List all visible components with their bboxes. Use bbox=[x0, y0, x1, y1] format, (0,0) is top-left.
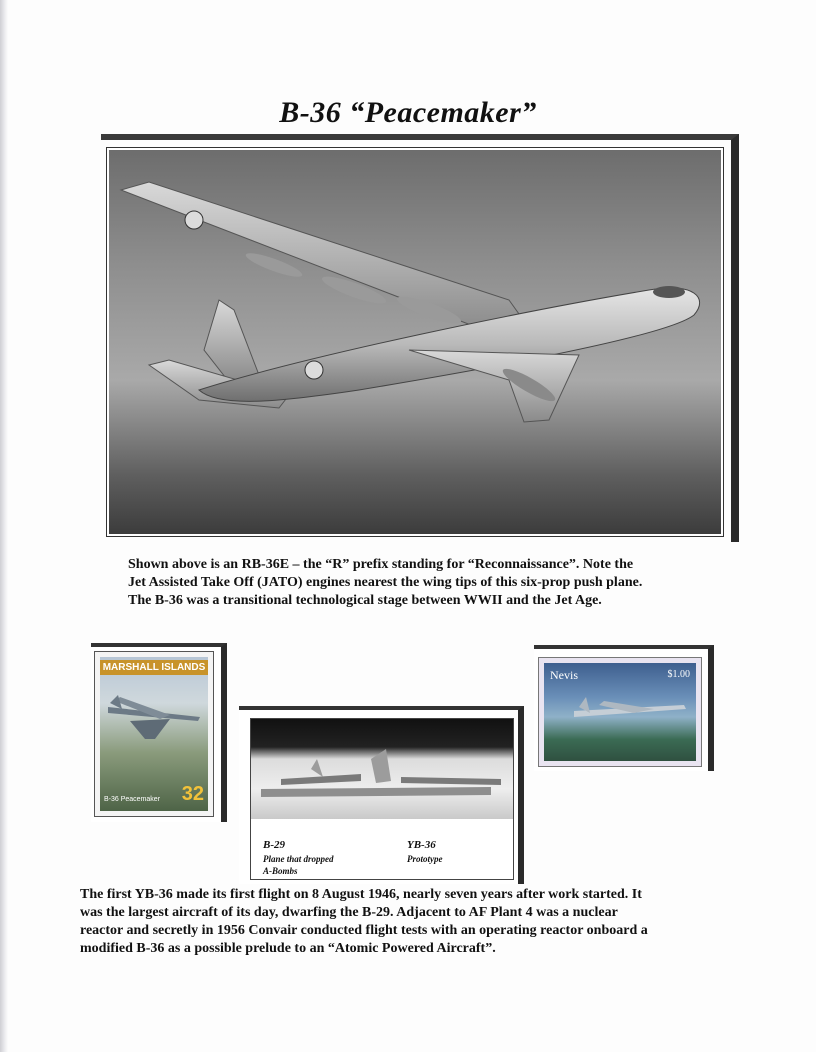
marshall-islands-stamp-frame bbox=[91, 643, 227, 822]
marshall-stamp-art bbox=[100, 657, 208, 811]
yb36-desc: Prototype bbox=[407, 854, 443, 864]
caption-top-line: Jet Assisted Take Off (JATO) engines nearest the wing tips of this six-prop push plane. bbox=[128, 575, 643, 590]
binder-edge bbox=[0, 0, 8, 1052]
aircraft-comparison-illustration bbox=[251, 719, 513, 819]
marshall-stamp-country: MARSHALL ISLANDS bbox=[100, 660, 208, 675]
marshall-islands-stamp bbox=[94, 651, 214, 817]
caption-top-line: The B-36 was a transitional technological stage between WWII and the Jet Age. bbox=[128, 593, 602, 608]
main-photo-frame bbox=[101, 134, 739, 542]
caption-bottom-line: modified B-36 as a possible prelude to an “Atomic Powered Aircraft”. bbox=[80, 941, 496, 956]
yb36-label: YB-36 bbox=[407, 839, 436, 851]
caption-bottom-line: The first YB-36 made its first flight on 8 August 1946, nearly seven years after work started. It bbox=[80, 887, 642, 902]
b29-label: B-29 bbox=[263, 839, 285, 851]
nevis-stamp-art bbox=[544, 663, 696, 761]
rb36e-photo bbox=[107, 148, 723, 536]
nevis-stamp bbox=[538, 657, 702, 767]
caption-top bbox=[128, 556, 728, 610]
b29-yb36-picture bbox=[251, 719, 513, 819]
nevis-stamp-frame bbox=[534, 645, 714, 771]
marshall-stamp-denomination: 32 bbox=[181, 783, 204, 805]
nevis-stamp-country: Nevis bbox=[550, 668, 578, 682]
b29-yb36-photo bbox=[250, 718, 514, 880]
caption-bottom-line: reactor and secretly in 1956 Convair conducted flight tests with an operating reactor onboard a bbox=[80, 923, 648, 938]
nevis-stamp-denomination: $1.00 bbox=[667, 669, 690, 680]
caption-top-line: Shown above is an RB-36E – the “R” prefix standing for “Reconnaissance”. Note the bbox=[128, 557, 634, 572]
caption-bottom-line: was the largest aircraft of its day, dwarfing the B-29. Adjacent to AF Plant 4 was a nuclear bbox=[80, 905, 618, 920]
marshall-stamp-name: B-36 Peacemaker bbox=[104, 796, 161, 803]
rb36e-aircraft-illustration bbox=[109, 150, 723, 536]
b29-yb36-photo-frame bbox=[239, 706, 524, 884]
b29-desc-line1: Plane that dropped bbox=[263, 854, 334, 864]
b29-desc-line2: A-Bombs bbox=[263, 866, 298, 876]
page-title: B-36 “Peacemaker” bbox=[279, 96, 537, 129]
caption-bottom bbox=[80, 886, 750, 958]
